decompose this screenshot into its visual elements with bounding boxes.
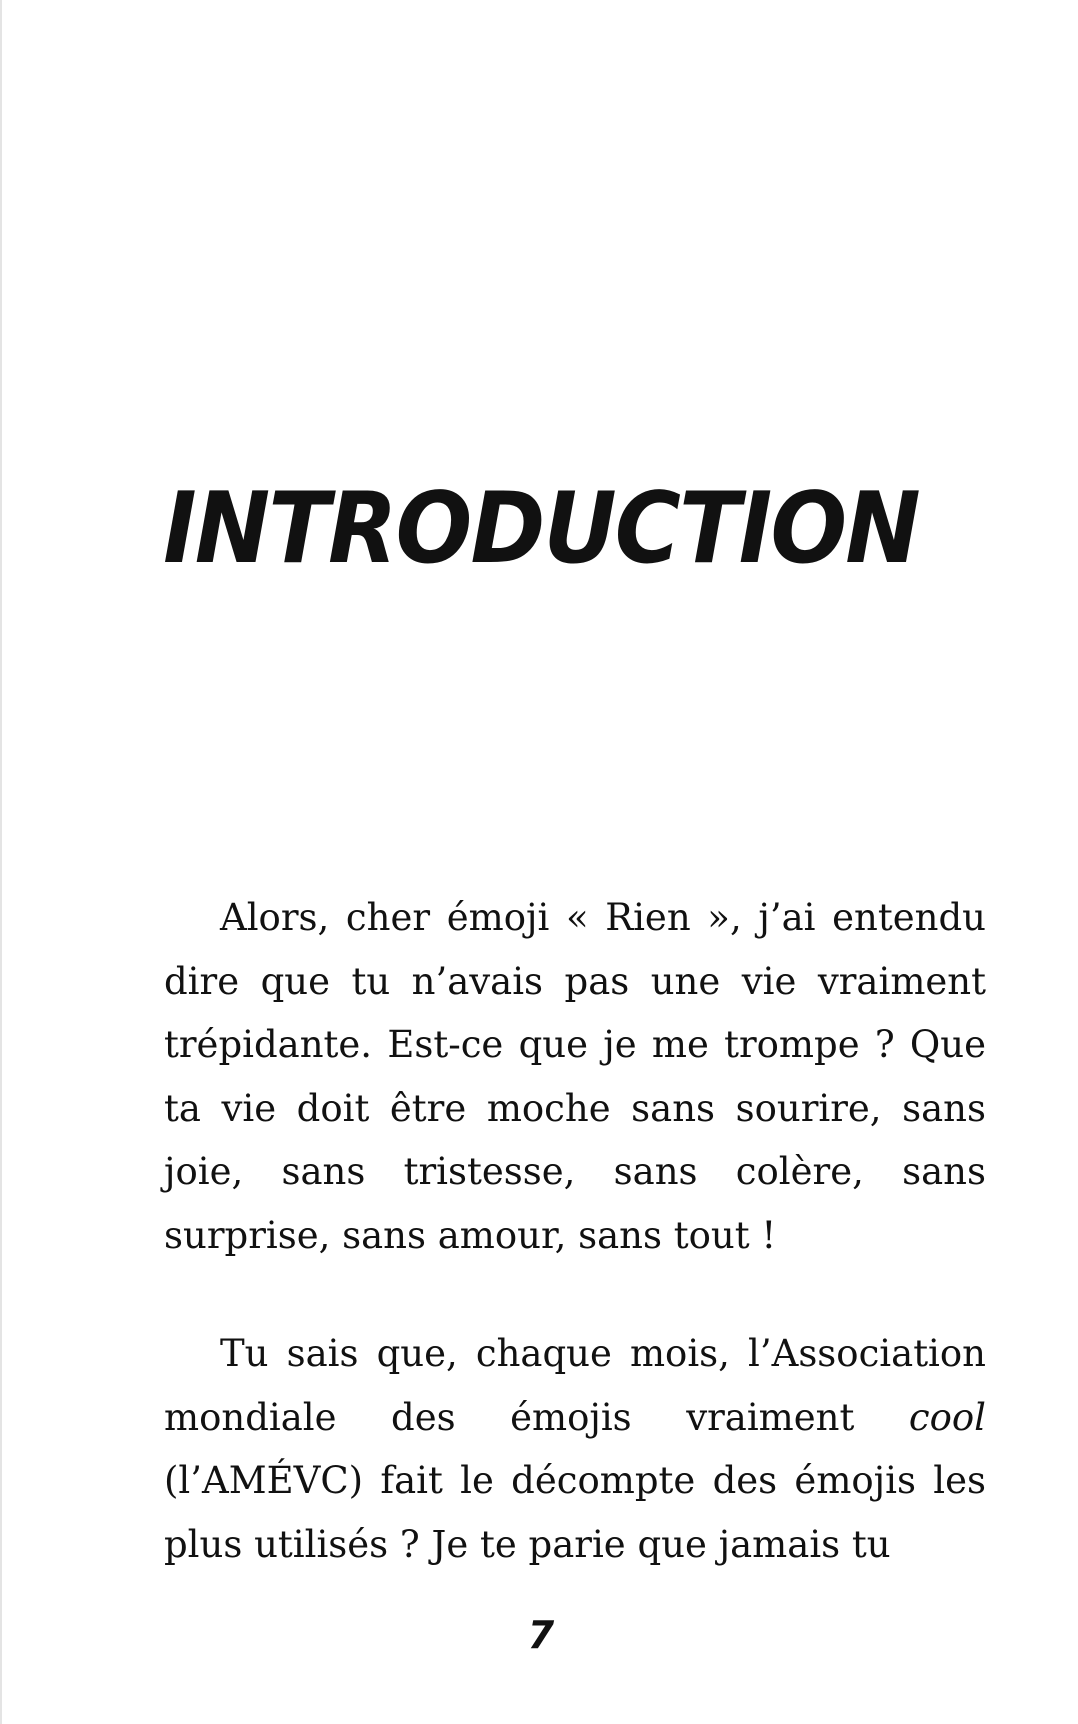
paragraph-2-text-end: (l’AMÉVC) fait le décompte des émojis les plus utilisés ? Je te parie que jamais tu (164, 1459, 986, 1566)
chapter-title: INTRODUCTION (163, 472, 919, 586)
paragraph-2-text (164, 1322, 986, 1576)
paragraph-1-text: Alors, cher émoji « Rien », j’ai entendu dire que tu n’avais pas une vie vraiment trépidante. Est-ce que je me trompe ? Que ta vie doit être moche sans sourire, sans joie, sans tristesse, sans colère, sans surprise, sans amour, sans tout ! (164, 896, 986, 1257)
paragraph-1 (164, 886, 986, 1267)
paragraph-2-text-start: Tu sais que, chaque mois, l’Association mondiale des émojis vraiment (164, 1332, 986, 1439)
emphasis-cool: cool (908, 1395, 986, 1439)
page-number: 7 (527, 1613, 555, 1657)
paragraph-2 (164, 1322, 986, 1576)
